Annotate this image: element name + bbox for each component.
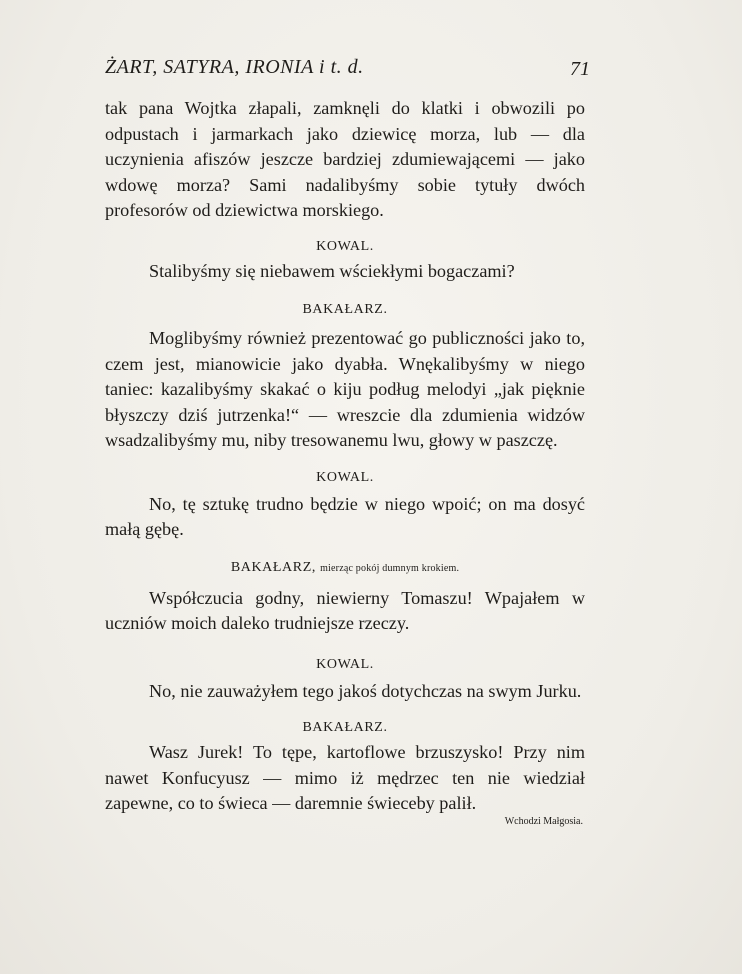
dialogue-line: No, tę sztukę trudno będzie w niego wpoić; on ma dosyć małą gębę. xyxy=(105,493,585,539)
dialogue-line: No, nie zauważyłem tego jakoś dotychczas na swym Jurku. xyxy=(149,680,582,701)
speaker-name: KOWAL. xyxy=(316,656,374,672)
speaker-stage-direction: mierząc pokój dumnym krokiem. xyxy=(320,562,460,574)
speaker-name: BAKAŁARZ. xyxy=(302,302,388,317)
speaker-name: KOWAL. xyxy=(316,469,374,485)
dialogue-line: Wasz Jurek! To tępe, kartoflowe brzuszysko! Przy nim nawet Konfucyusz — mimo iż mędrzec ten nie wiedział zapewne, co to świeca — daremnie świeceby palił. xyxy=(105,742,585,813)
running-title: ŻART, SATYRA, IRONIA i t. d. xyxy=(105,56,364,78)
page-header xyxy=(105,56,590,86)
stage-direction: Wchodzi Małgosia. xyxy=(504,815,583,827)
dialogue-line: Współczucia godny, niewierny Tomaszu! Wpajałem w uczniów moich daleko trudniejsze rzeczy. xyxy=(105,587,585,633)
speaker-line xyxy=(105,558,585,579)
dialogue-line: Moglibyśmy również prezentować go publiczności jako to, czem jest, mianowicie jako dyabła. Wnękalibyśmy w niego taniec: kazalibyśmy skakać o kiju podług melodyi „jak pięknie błyszczy dziś jutrzenka!“ — wreszcie dla zdumienia widzów wsadzalibyśmy mu, niby tresowanemu lwu, głowy w paszczę. xyxy=(105,328,585,450)
speaker-name: BAKAŁARZ, xyxy=(230,559,316,575)
paragraph: tak pana Wojtka złapali, zamknęli do klatki i obwozili po odpustach i jarmarkach jako dziewicę morza, lub — dla uczynienia afiszów jeszcze bardziej zdumiewającemi — jako wdowę morza? Sami nadalibyśmy sobie tytuły dwóch profesorów od dziewictwa morskiego. xyxy=(105,98,585,220)
speaker-name: BAKAŁARZ. xyxy=(302,720,388,735)
speaker-name: KOWAL. xyxy=(316,238,374,254)
dialogue-line: Stalibyśmy się niebawem wściekłymi bogaczami? xyxy=(149,260,515,281)
page-number: 71 xyxy=(570,58,590,80)
body-text xyxy=(105,96,585,829)
